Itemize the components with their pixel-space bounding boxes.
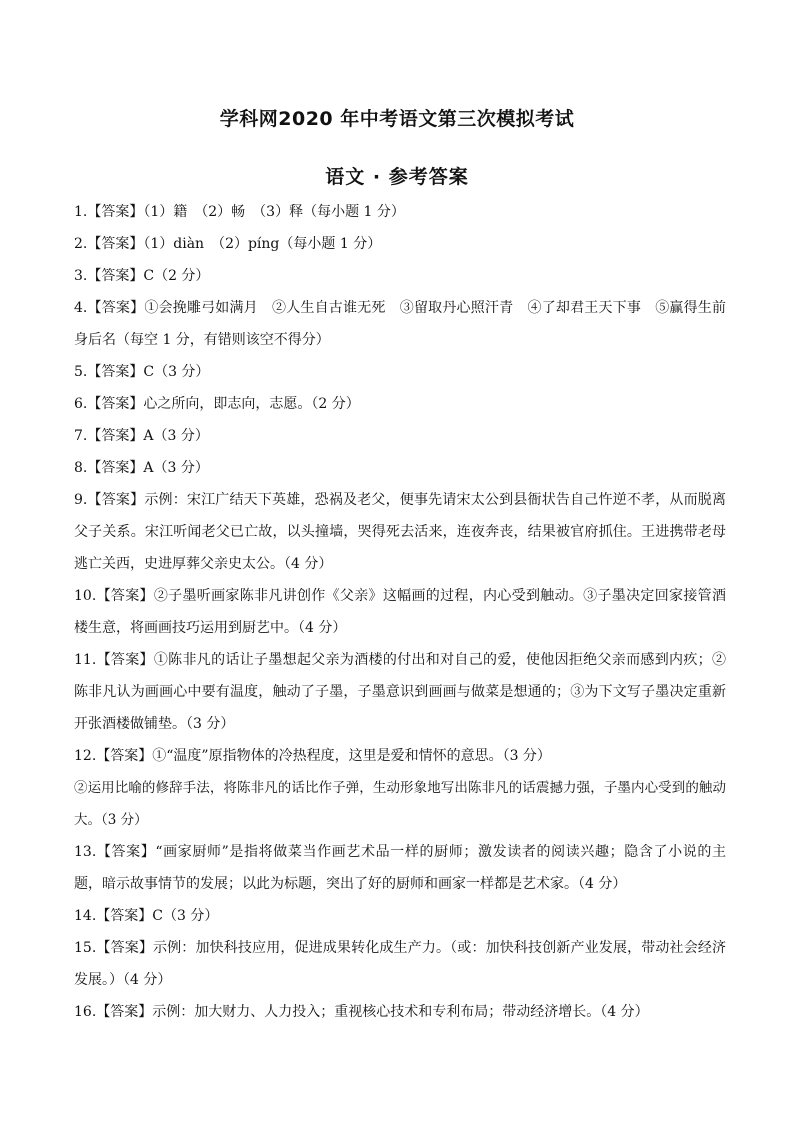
answer-8: 8.【答案】A（3 分） [74, 460, 209, 476]
answer-10: 10.【答案】②子墨听画家陈非凡讲创作《父亲》这幅画的过程，内心受到触动。③子墨决定回家接管酒楼生意，将画画技巧运用到厨艺中。（4 分） [74, 588, 726, 636]
answer-list [74, 196, 726, 1028]
answer-12: 12.【答案】①“温度”原指物体的冷热程度，这里是爱和情怀的意思。（3 分） [74, 748, 551, 764]
answer-15: 15.【答案】示例：加快科技应用，促进成果转化成生产力。（或：加快科技创新产业发展，带动社会经济发展。）（4 分） [74, 940, 726, 988]
answer-12-part-2: ②运用比喻的修辞手法，将陈非凡的话比作子弹，生动形象地写出陈非凡的话震撼力强，子墨内心受到的触动大。（3 分） [74, 780, 726, 828]
page-title: 学科网2020 年中考语文第三次模拟考试 [219, 108, 575, 130]
answer-6: 6.【答案】心之所向，即志向，志愿。（2 分） [74, 396, 360, 412]
answer-2: 2.【答案】（1）diàn （2）píng（每小题 1 分） [74, 236, 382, 252]
answer-14: 14.【答案】C（3 分） [74, 908, 219, 924]
answer-1: 1.【答案】（1）籍 （2）畅 （3）释（每小题 1 分） [74, 204, 405, 220]
answer-3: 3.【答案】C（2 分） [74, 268, 210, 284]
page-subtitle: 语文 · 参考答案 [325, 166, 469, 188]
answer-16: 16.【答案】示例：加大财力、人力投入；重视核心技术和专利布局；带动经济增长。（4 分） [74, 1004, 649, 1020]
answer-9: 9.【答案】示例：宋江广结天下英雄，恐祸及老父，便事先请宋太公到县衙状告自己忤逆不孝，从而脱离父子关系。宋江听闻老父已亡故，以头撞墙，哭得死去活来，连夜奔丧，结果被官府抓住。王进携带老母逃亡关西，史进厚葬父亲史太公。（4 分） [74, 492, 726, 572]
answer-13: 13.【答案】“画家厨师”是指将做菜当作画艺术品一样的厨师；激发读者的阅读兴趣；隐含了小说的主题，暗示故事情节的发展；以此为标题，突出了好的厨师和画家一样都是艺术家。（4 分） [74, 844, 726, 892]
answer-5: 5.【答案】C（3 分） [74, 364, 210, 380]
answer-11: 11.【答案】①陈非凡的话让子墨想起父亲为酒楼的付出和对自己的爱，使他因拒绝父亲而感到内疚；②陈非凡认为画画心中要有温度，触动了子墨，子墨意识到画画与做菜是想通的；③为下文写子墨决定重新开张酒楼做铺垫。（3 分） [74, 652, 726, 732]
answer-7: 7.【答案】A（3 分） [74, 428, 209, 444]
answer-4: 4.【答案】①会挽雕弓如满月 ②人生自古谁无死 ③留取丹心照汗青 ④了却君王天下事 ⑤赢得生前身后名（每空 1 分，有错则该空不得分） [74, 300, 726, 348]
